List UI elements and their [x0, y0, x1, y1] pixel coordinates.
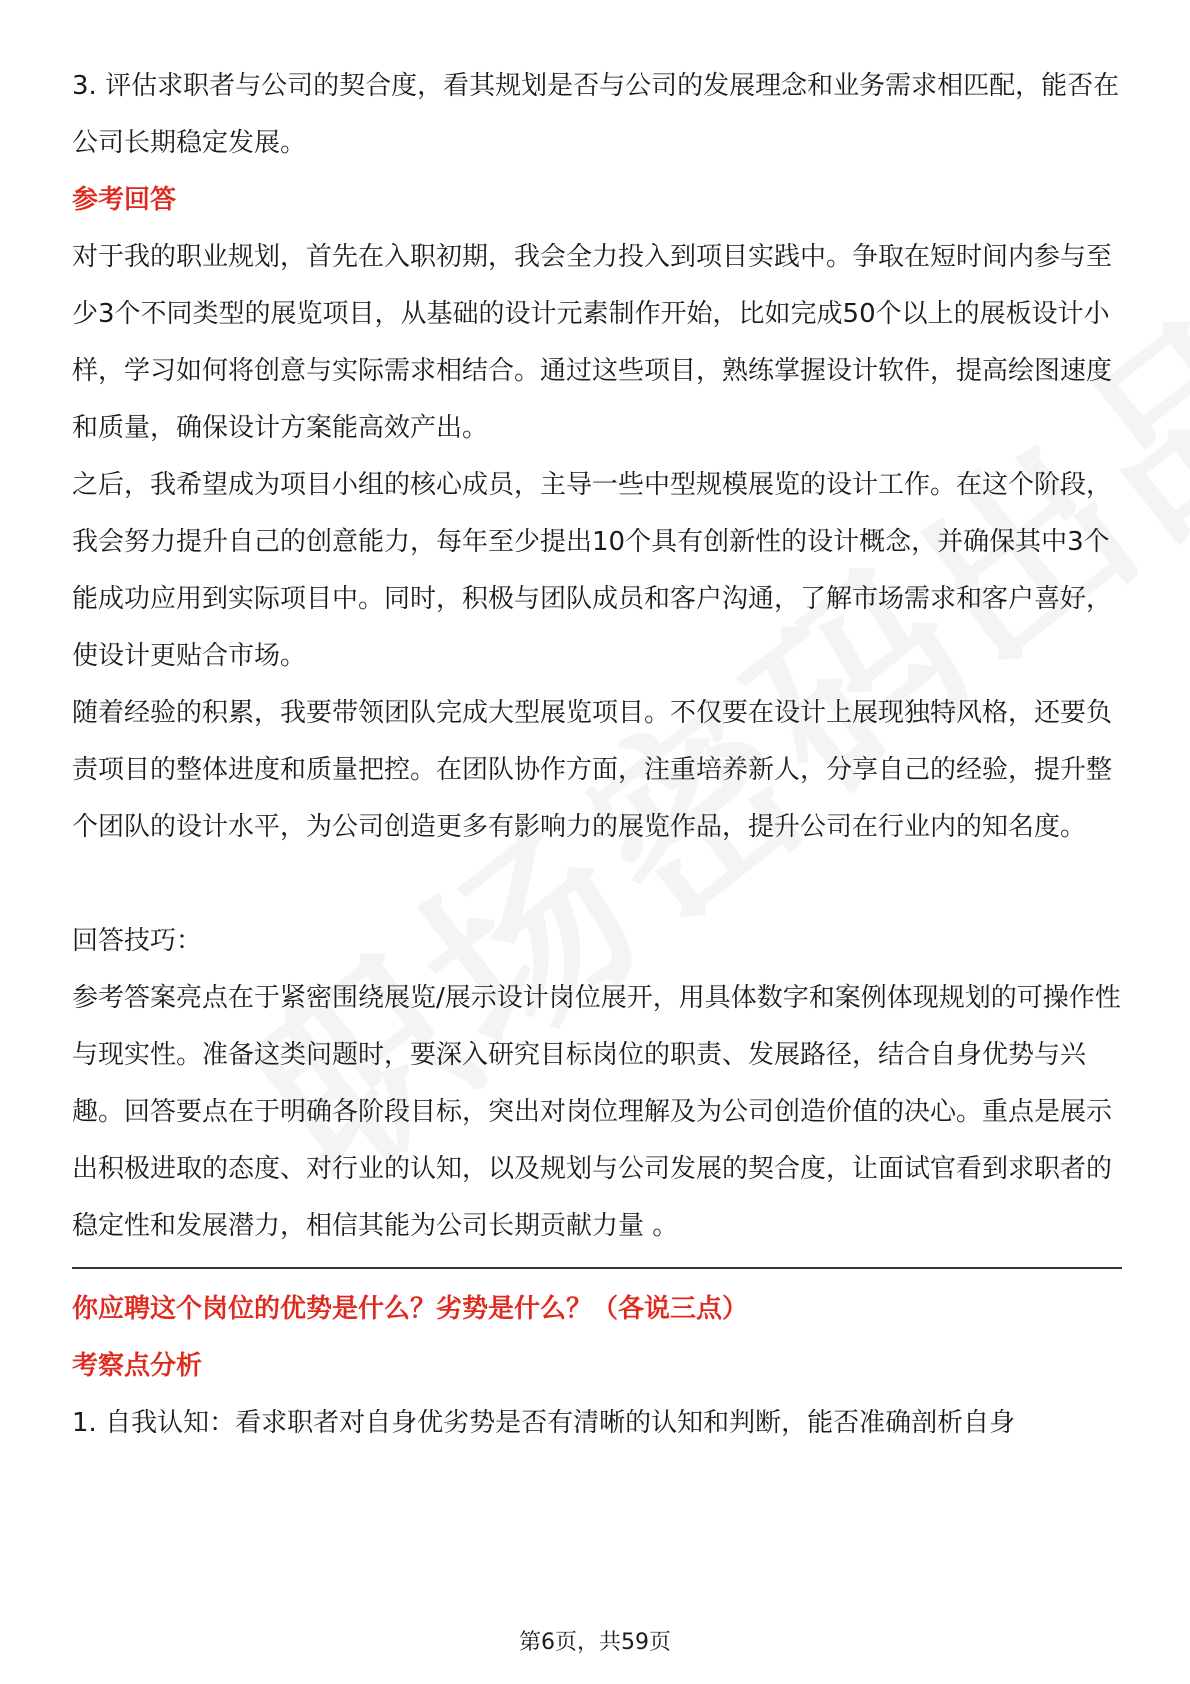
spacer [72, 856, 1122, 913]
answer-paragraph-1: 对于我的职业规划，首先在入职初期，我会全力投入到项目实践中。争取在短时间内参与至少3个不同类型的展览项目，从基础的设计元素制作开始，比如完成50个以上的展板设计小样，学习如何将创意与实际需求相结合。通过这些项目，熟练掌握设计软件，提高绘图速度和质量，确保设计方案能高效产出。 [72, 242, 1113, 443]
document-body [72, 58, 1122, 1452]
page-footer: 第6页，共59页 [519, 1630, 671, 1655]
answer-paragraph-3: 随着经验的积累，我要带领团队完成大型展览项目。不仅要在设计上展现独特风格，还要负责项目的整体进度和质量把控。在团队协作方面，注重培养新人，分享自己的经验，提升整个团队的设计水平，为公司创造更多有影响力的展览作品，提升公司在行业内的知名度。 [72, 698, 1113, 842]
analysis-heading: 考察点分析 [72, 1351, 203, 1381]
section-divider [72, 1267, 1122, 1269]
answer-paragraph-2: 之后，我希望成为项目小组的核心成员，主导一些中型规模展览的设计工作。在这个阶段，我会努力提升自己的创意能力，每年至少提出10个具有创新性的设计概念，并确保其中3个能成功应用到实际项目中。同时，积极与团队成员和客户沟通，了解市场需求和客户喜好，使设计更贴合市场。 [72, 470, 1113, 671]
question-heading: 你应聘这个岗位的优势是什么？劣势是什么？（各说三点） [72, 1294, 749, 1324]
tips-label: 回答技巧： [72, 926, 203, 956]
tips-paragraph: 参考答案亮点在于紧密围绕展览/展示设计岗位展开，用具体数字和案例体现规划的可操作性与现实性。准备这类问题时，要深入研究目标岗位的职责、发展路径，结合自身优势与兴趣。回答要点在于明确各阶段目标，突出对岗位理解及为公司创造价值的决心。重点是展示出积极进取的态度、对行业的认知，以及规划与公司发展的契合度，让面试官看到求职者的稳定性和发展潜力，相信其能为公司长期贡献力量 。 [72, 983, 1121, 1241]
analysis-point-1: 1. 自我认知：看求职者对自身优劣势是否有清晰的认知和判断，能否准确剖析自身 [72, 1408, 1016, 1438]
point-3: 3. 评估求职者与公司的契合度，看其规划是否与公司的发展理念和业务需求相匹配，能否在公司长期稳定发展。 [72, 71, 1120, 158]
reference-answer-heading: 参考回答 [72, 185, 177, 215]
